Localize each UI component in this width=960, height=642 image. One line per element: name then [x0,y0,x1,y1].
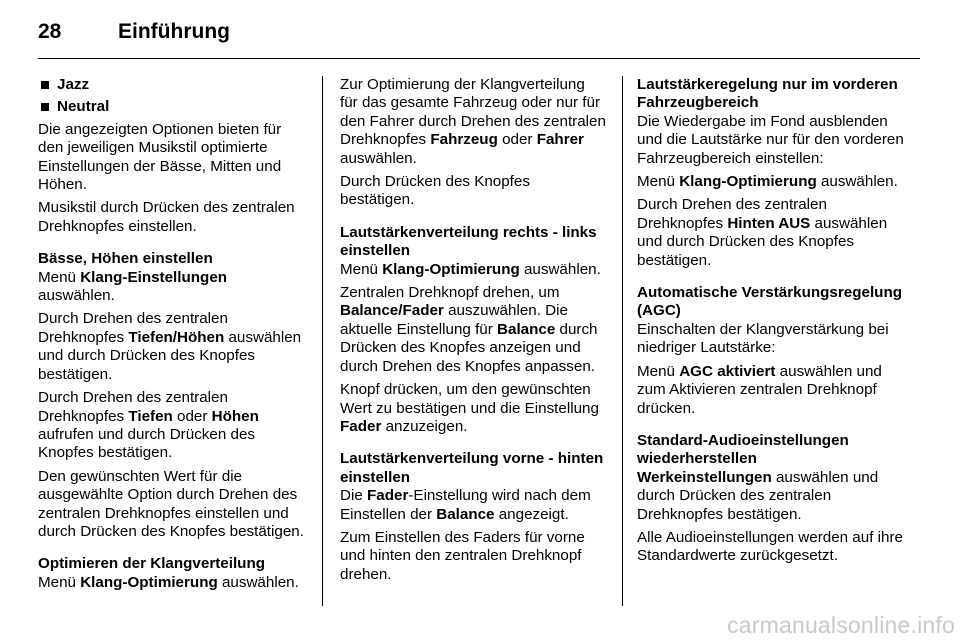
chapter-title: Einführung [118,20,230,43]
paragraph: Durch Drehen des zentralen Drehknopfes Tiefen oder Höhen aufrufen und durch Drücken des Knopfes bestätigen. [38,389,259,462]
paragraph: Die angezeigten Optionen bieten für den jeweiligen Musikstil optimierte Einstellungen der Bässe, Mitten und Höhen. [38,120,282,194]
bullet-item: Jazz [38,76,306,94]
column-divider-2 [622,76,623,606]
column-2 [340,76,606,589]
paragraph: Menü Klang-Optimierung auswählen. [637,173,898,191]
section-heading: Lautstärkenverteilung rechts - links einstellen [340,223,597,260]
paragraph: Menü AGC aktiviert auswählen und zum Aktivieren zentralen Drehknopf drücken. [637,362,882,417]
section-heading: Optimieren der Klangverteilung [38,555,266,573]
paragraph: Menü Klang-Optimierung auswählen. [38,573,299,591]
column-3 [637,76,905,571]
square-bullet-icon [41,81,49,89]
paragraph: Alle Audioeinstellungen werden auf ihre Standardwerte zurückgesetzt. [637,528,903,565]
paragraph: Menü Klang-Einstellungen auswählen. [38,268,228,305]
paragraph: Knopf drücken, um den gewünschten Wert zu bestätigen und die Einstellung Fader anzuzeigen. [340,381,599,435]
header-rule [38,58,920,59]
paragraph: Musikstil durch Drücken des zentralen Drehknopfes einstellen. [38,199,295,235]
bullet-item: Neutral [38,98,306,116]
section-heading: Bässe, Höhen einstellen [38,250,213,268]
page-number: 28 [38,20,62,43]
paragraph: Menü Klang-Optimierung auswählen. [340,260,601,278]
column-1 [38,76,306,597]
section-heading: Automatische Verstärkungsregelung (AGC) [637,284,903,320]
watermark-text: carmanualsonline.info [727,612,955,638]
paragraph: Die Fader-Einstellung wird nach dem Einstellen der Balance angezeigt. [340,487,591,523]
paragraph: Zentralen Drehknopf drehen, um Balance/Fader auszuwählen. Die aktuelle Einstellung für Balance durch Drücken des Knopfes anzeigen und durch Drehen des Knopfes anpassen. [340,284,598,375]
paragraph: Durch Drehen des zentralen Drehknopfes Hinten AUS auswählen und durch Drücken des Knopfes bestätigen. [637,196,888,269]
paragraph: Einschalten der Klangverstärkung bei niedriger Lautstärke: [637,320,889,357]
section-heading: Lautstärkeregelung nur im vorderen Fahrzeugbereich [637,76,898,112]
paragraph: Werkeinstellungen auswählen und durch Drücken des zentralen Drehknopfes bestätigen. [637,468,879,523]
paragraph: Zum Einstellen des Faders für vorne und hinten den zentralen Drehknopf drehen. [340,528,585,583]
page-header [38,20,920,54]
section-heading: Standard-Audioeinstellungen wiederherstellen [637,431,849,468]
paragraph: Die Wiedergabe im Fond ausblenden und die Lautstärke nur für den vorderen Fahrzeugbereich einstellen: [637,112,904,167]
square-bullet-icon [41,103,49,111]
paragraph: Zur Optimierung der Klangverteilung für das gesamte Fahrzeug oder nur für den Fahrer durch Drehen des zentralen Drehknopfes Fahrzeug oder Fahrer auswählen. [340,76,606,167]
section-heading: Lautstärkenverteilung vorne - hinten einstellen [340,450,604,486]
paragraph: Durch Drücken des Knopfes bestätigen. [340,173,530,209]
paragraph: Durch Drehen des zentralen Drehknopfes Tiefen/Höhen auswählen und durch Drücken des Knopfes bestätigen. [38,310,302,383]
paragraph: Den gewünschten Wert für die ausgewählte Option durch Drehen des zentralen Drehknopfes einstellen und durch Drücken des Knopfes bestätigen. [38,467,304,540]
column-divider-1 [322,76,323,606]
